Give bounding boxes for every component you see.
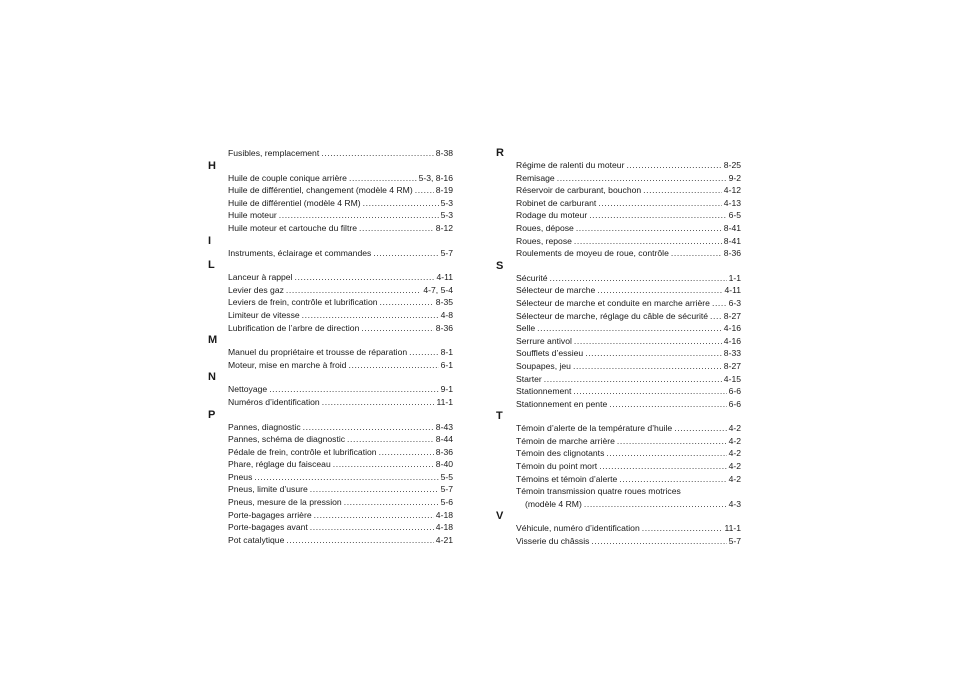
dot-leader (609, 398, 726, 411)
dot-leader (574, 235, 722, 248)
index-entry-page: 8-44 (435, 434, 453, 445)
index-entry (208, 446, 453, 459)
index-entry-text: Soupapes, jeu (516, 360, 571, 371)
index-entry-page: 4-7, 5-4 (423, 284, 453, 295)
index-entry-text: Moteur, mise en marche à froid (228, 359, 347, 370)
index-entry-page: 5-6 (440, 497, 453, 508)
index-entry-page: 6-6 (728, 398, 741, 409)
index-entry-page: 11-1 (724, 523, 741, 534)
dot-leader (303, 421, 434, 434)
dot-leader (671, 247, 722, 260)
dot-leader (642, 522, 723, 535)
index-entry-page: 8-35 (435, 297, 453, 308)
dot-leader (619, 473, 726, 486)
index-entry (496, 385, 741, 398)
index-section-letter: L (208, 259, 215, 272)
index-entry-page: 8-27 (723, 310, 741, 321)
index-entry-text: Témoins et témoin d’alerte (516, 473, 618, 484)
index-entry (496, 535, 741, 548)
dot-leader (286, 534, 433, 547)
index-entry (496, 222, 741, 235)
index-entry-text: Sélecteur de marche, réglage du câble de sécurité (516, 310, 709, 321)
dot-leader (344, 496, 439, 509)
dot-leader (359, 222, 434, 235)
index-entry-page: 4-8 (440, 309, 453, 320)
index-entry-text: Leviers de frein, contrôle et lubrification (228, 297, 378, 308)
index-entry-page: 8-36 (435, 322, 453, 333)
dot-leader (254, 471, 438, 484)
index-entry-page: 8-41 (723, 235, 741, 246)
index-entry-text: Robinet de carburant (516, 197, 597, 208)
index-entry (496, 159, 741, 172)
index-entry (496, 522, 741, 535)
dot-leader (349, 172, 417, 185)
index-entry-page: 4-2 (728, 461, 741, 472)
index-entry (496, 272, 741, 285)
index-entry-text-continued: (modèle 4 RM) (525, 498, 582, 509)
index-entry-page: 6-6 (728, 386, 741, 397)
index-entry (208, 184, 453, 197)
index-entry-page: 9-1 (440, 384, 453, 395)
index-entry-page: 8-38 (435, 148, 453, 158)
index-entry (208, 471, 453, 484)
index-entry-text: Sécurité (516, 272, 548, 283)
dot-leader (302, 309, 439, 322)
index-entry-text: Levier des gaz (228, 284, 284, 295)
index-entry-text: Numéros d’identification (228, 396, 320, 407)
index-entry (208, 284, 453, 297)
index-entry-text: Instruments, éclairage et commandes (228, 247, 372, 258)
dot-leader (373, 247, 438, 260)
index-entry (496, 172, 741, 185)
index-entry-page: 4-11 (436, 272, 453, 283)
index-entry-text: Lubrification de l’arbre de direction (228, 322, 360, 333)
index-entry-text: Porte-bagages arrière (228, 509, 312, 520)
index-entry-text: Huile moteur (228, 210, 277, 221)
dot-leader (379, 446, 434, 459)
dot-leader (286, 284, 421, 297)
index-entry (208, 271, 453, 284)
index-section-letter: H (208, 159, 216, 172)
index-entry-page: 6-1 (440, 359, 453, 370)
index-entry-text: Véhicule, numéro d’identification (516, 523, 640, 534)
index-entry-text: Lanceur à rappel (228, 272, 293, 283)
dot-leader (576, 222, 722, 235)
index-entry-text: Nettoyage (228, 384, 268, 395)
index-entry-text: Huile de différentiel, changement (modèle 4 RM) (228, 185, 413, 196)
index-section-letter: R (496, 147, 504, 159)
index-entry-page: 6-5 (728, 210, 741, 221)
dot-leader (314, 509, 434, 522)
index-entry (208, 322, 453, 335)
dot-leader (617, 435, 727, 448)
index-entry-page: 8-25 (723, 160, 741, 170)
index-entry-text: Starter (516, 373, 542, 384)
index-entry-text: Témoin du point mort (516, 461, 598, 472)
index-entry-text: Limiteur de vitesse (228, 309, 300, 320)
dot-leader (574, 335, 722, 348)
index-entry-text: Phare, réglage du faisceau (228, 459, 331, 470)
index-section-letter: N (208, 371, 216, 384)
index-entry-page: 8-43 (435, 421, 453, 432)
dot-leader (710, 310, 722, 323)
index-entry-text: Visserie du châssis (516, 536, 590, 547)
index-entry (496, 209, 741, 222)
index-entry-text: Remisage (516, 172, 555, 183)
index-entry-page: 5-3, 8-16 (418, 172, 453, 183)
index-entry-text: Roues, repose (516, 235, 572, 246)
index-entry (496, 235, 741, 248)
index-entry (208, 172, 453, 185)
index-entry-page: 8-1 (440, 347, 453, 358)
index-entry (208, 396, 453, 409)
index-entry-text: Huile de différentiel (modèle 4 RM) (228, 197, 361, 208)
index-entry (208, 483, 453, 496)
index-column-right (496, 147, 741, 548)
index-entry (496, 360, 741, 373)
index-entry-page: 8-41 (723, 222, 741, 233)
index-entry (496, 398, 741, 411)
dot-leader (584, 498, 727, 511)
dot-leader (409, 346, 438, 359)
index-entry (208, 383, 453, 396)
index-entry (208, 521, 453, 534)
index-entry (208, 496, 453, 509)
index-entry (208, 458, 453, 471)
dot-leader (295, 271, 435, 284)
dot-leader (380, 296, 434, 309)
index-entry-text: Pannes, diagnostic (228, 421, 301, 432)
index-entry-text: Huile moteur et cartouche du filtre (228, 222, 357, 233)
index-entry-page: 8-19 (435, 185, 453, 196)
dot-leader (537, 322, 722, 335)
index-entry (496, 347, 741, 360)
index-entry-page: 9-2 (728, 172, 741, 183)
index-entry (496, 322, 741, 335)
index-entry (496, 473, 741, 486)
index-entry (208, 534, 453, 547)
index-section-letter: T (496, 410, 503, 423)
index-entry-text: Porte-bagages avant (228, 522, 308, 533)
index-entry-text: Huile de couple conique arrière (228, 172, 347, 183)
index-entry-page: 6-3 (728, 297, 741, 308)
dot-leader (363, 197, 439, 210)
index-entry-page: 11-1 (436, 396, 453, 407)
dot-leader (626, 159, 721, 172)
index-section-letter: S (496, 259, 504, 272)
dot-leader (573, 360, 722, 373)
dot-leader (597, 284, 722, 297)
dot-leader (415, 184, 434, 197)
index-section-letter: V (496, 510, 504, 523)
index-entry (496, 335, 741, 348)
index-entry-text: Roulements de moyeu de roue, contrôle (516, 248, 669, 259)
index-entry-text: Témoin de marche arrière (516, 435, 615, 446)
index-entry-page: 5-7 (728, 536, 741, 547)
index-entry (496, 247, 741, 260)
index-entry-page: 5-7 (440, 484, 453, 495)
index-entry (496, 485, 741, 510)
index-entry-text: Soufflets d’essieu (516, 348, 584, 359)
index-entry-page: 8-27 (723, 360, 741, 371)
dot-leader (347, 433, 434, 446)
index-entry-text: Sélecteur de marche (516, 285, 596, 296)
index-section-letter: I (208, 234, 212, 247)
index-entry-page: 4-2 (728, 435, 741, 446)
index-entry-text: Témoin d’alerte de la température d’huile (516, 423, 673, 434)
index-entry-text: Pédale de frein, contrôle et lubrification (228, 446, 377, 457)
index-entry-page: 4-11 (724, 285, 741, 296)
index-entry-page: 5-3 (440, 210, 453, 221)
dot-leader (333, 458, 434, 471)
index-entry-page: 4-13 (723, 197, 741, 208)
index-entry-page: 4-16 (723, 323, 741, 334)
index-column-left (208, 147, 453, 546)
index-entry (496, 284, 741, 297)
index-entry-page: 4-15 (723, 373, 741, 384)
index-entry-page: 5-3 (440, 197, 453, 208)
index-entry-text: Régime de ralenti du moteur (516, 160, 625, 170)
index-entry-text: Stationnement en pente (516, 398, 608, 409)
index-entry (208, 296, 453, 309)
index-entry-page: 8-33 (723, 348, 741, 359)
dot-leader (310, 483, 439, 496)
index-entry-page: 1-1 (728, 272, 741, 283)
index-entry-page: 8-12 (435, 222, 453, 233)
dot-leader (591, 535, 726, 548)
dot-leader (544, 373, 722, 386)
index-entry-page: 4-18 (435, 509, 453, 520)
dot-leader (606, 447, 726, 460)
index-entry-text: Serrure antivol (516, 335, 572, 346)
index-entry (208, 247, 453, 260)
index-entry-page: 4-3 (728, 498, 741, 509)
index-entry-page: 4-18 (435, 522, 453, 533)
dot-leader (598, 197, 722, 210)
index-entry-text: Sélecteur de marche et conduite en marche arrière (516, 297, 710, 308)
index-entry (208, 433, 453, 446)
index-entry (496, 297, 741, 310)
dot-leader (269, 383, 438, 396)
dot-leader (557, 172, 727, 185)
index-entry (208, 197, 453, 210)
index-entry (496, 197, 741, 210)
index-entry (208, 346, 453, 359)
dot-leader (674, 422, 726, 435)
index-entry-page: 8-36 (723, 248, 741, 259)
index-entry-page: 4-12 (723, 185, 741, 196)
dot-leader (712, 297, 727, 310)
index-entry-text: Manuel du propriétaire et trousse de réparation (228, 347, 408, 358)
dot-leader (550, 272, 727, 285)
dot-leader (310, 521, 434, 534)
index-entry-page: 8-36 (435, 446, 453, 457)
index-entry-text: Selle (516, 323, 536, 334)
dot-leader (348, 359, 438, 372)
dot-leader (585, 347, 722, 360)
index-entry (496, 422, 741, 435)
dot-leader (599, 460, 726, 473)
dot-leader (589, 209, 726, 222)
index-entry-page: 4-16 (723, 335, 741, 346)
index-entry-page: 8-40 (435, 459, 453, 470)
dot-leader (643, 184, 722, 197)
dot-leader (279, 209, 439, 222)
index-entry-text: Roues, dépose (516, 222, 574, 233)
index-entry-text: Stationnement (516, 386, 572, 397)
index-entry (208, 209, 453, 222)
index-entry (496, 373, 741, 386)
index-section-letter: M (208, 334, 218, 347)
index-entry (208, 509, 453, 522)
index-entry-text: Témoin des clignotants (516, 448, 605, 459)
index-entry-text: Rodage du moteur (516, 210, 588, 221)
index-entry-page: 4-2 (728, 423, 741, 434)
dot-leader (361, 322, 433, 335)
index-entry (496, 447, 741, 460)
index-entry-page: 5-5 (440, 471, 453, 482)
index-entry (208, 309, 453, 322)
index-entry-text: Réservoir de carburant, bouchon (516, 185, 642, 196)
index-entry (208, 421, 453, 434)
index-entry-text: Fusibles, remplacement (228, 148, 320, 158)
dot-leader (322, 396, 435, 409)
index-entry-page: 4-21 (435, 534, 453, 545)
index-entry-page: 5-7 (440, 247, 453, 258)
index-entry (208, 147, 453, 160)
index-entry (496, 460, 741, 473)
index-entry (208, 359, 453, 372)
index-entry-text: Pneus (228, 471, 253, 482)
index-entry-text: Pot catalytique (228, 534, 285, 545)
index-entry (496, 435, 741, 448)
index-entry-page: 4-2 (728, 473, 741, 484)
index-entry-text: Pannes, schéma de diagnostic (228, 434, 346, 445)
index-entry-text: Pneus, limite d’usure (228, 484, 308, 495)
dot-leader (573, 385, 726, 398)
index-entry-text: Témoin transmission quatre roues motrices (516, 486, 681, 497)
index-entry-text: Pneus, mesure de la pression (228, 497, 342, 508)
index-entry-page: 4-2 (728, 448, 741, 459)
index-entry (496, 184, 741, 197)
index-entry (496, 310, 741, 323)
index-entry (208, 222, 453, 235)
index-section-letter: P (208, 408, 216, 421)
dot-leader (321, 147, 434, 160)
